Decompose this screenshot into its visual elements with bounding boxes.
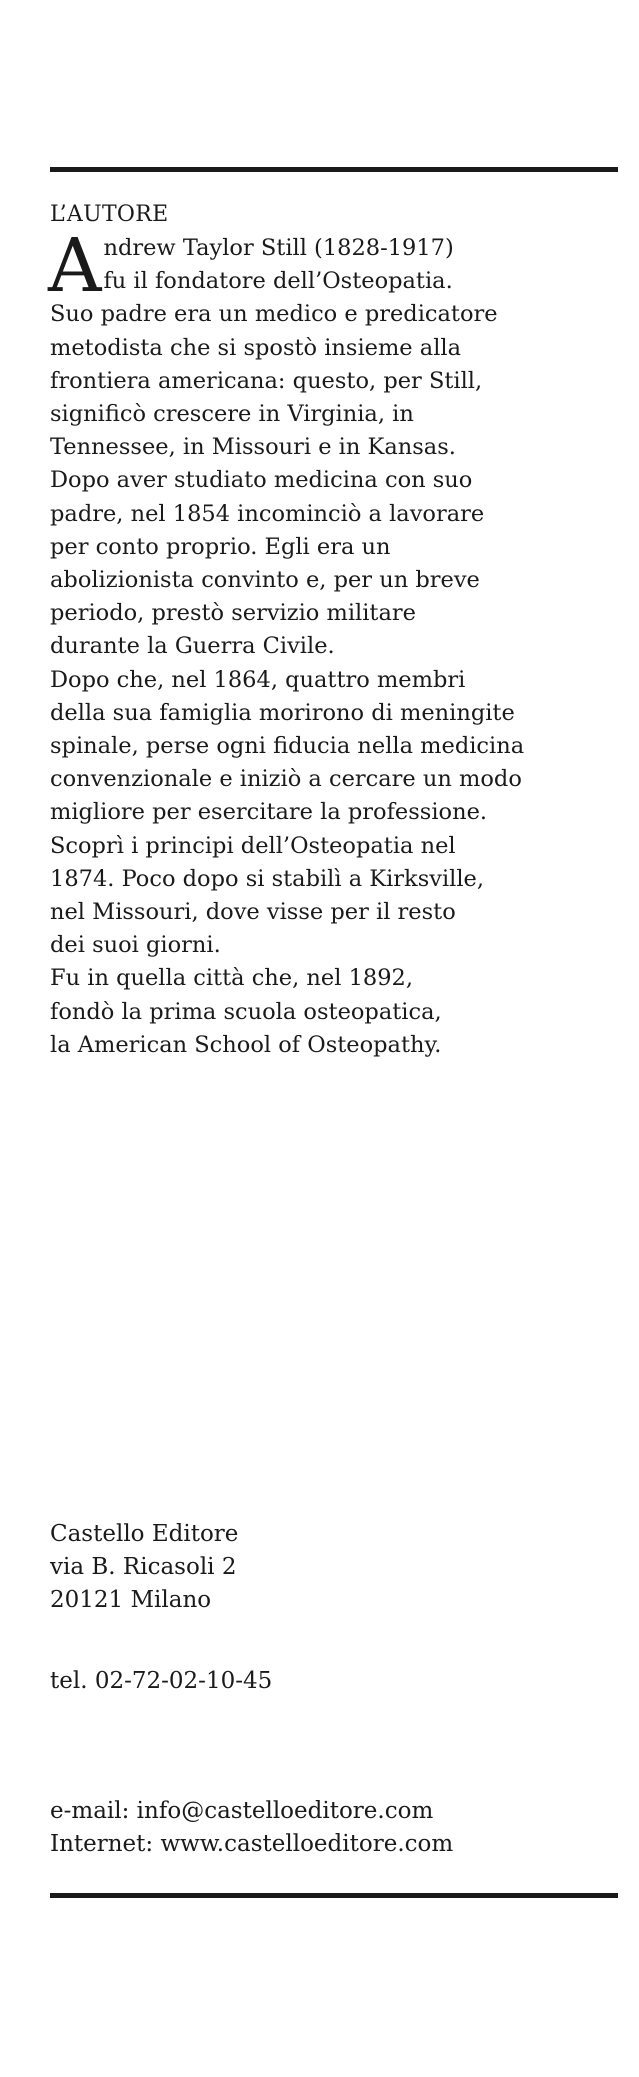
bio-line: la American School of Osteopathy. — [50, 1031, 442, 1058]
bio-line: per conto proprio. Egli era un — [50, 533, 391, 560]
bio-line: Suo padre era un medico e predicatore — [50, 301, 498, 328]
bio-line: Fu in quella città che, nel 1892, — [50, 965, 413, 992]
publisher-website: Internet: www.castelloeditore.com — [50, 1831, 454, 1857]
bio-paragraph — [50, 298, 630, 1062]
publisher-email: e-mail: info@castelloeditore.com — [50, 1798, 434, 1824]
bio-line: 1874. Poco dopo si stabilì a Kirksville, — [50, 865, 485, 892]
section-title: L’AUTORE — [50, 202, 169, 227]
bio-line: fu il fondatore dell’Osteopatia. — [103, 268, 453, 295]
bio-line: padre, nel 1854 incominciò a lavorare — [50, 500, 485, 527]
publisher-address — [50, 1518, 238, 1617]
author-bio — [48, 223, 630, 1062]
bio-line: nel Missouri, dove visse per il resto — [50, 899, 456, 926]
top-rule — [50, 167, 618, 172]
bio-line: dei suoi giorni. — [50, 932, 221, 959]
bio-line: Dopo aver studiato medicina con suo — [50, 467, 473, 494]
bio-line: migliore per esercitare la professione. — [50, 799, 488, 826]
bio-line: Dopo che, nel 1864, quattro membri — [50, 666, 466, 693]
publisher-name: Castello Editore — [50, 1521, 239, 1547]
publisher-street: via B. Ricasoli 2 — [50, 1554, 237, 1580]
bio-line: fondò la prima scuola osteopatica, — [50, 998, 442, 1025]
bio-line: periodo, prestò servizio militare — [50, 600, 416, 627]
drop-cap: A — [48, 223, 102, 309]
publisher-city: 20121 Milano — [50, 1587, 212, 1613]
bio-line: ndrew Taylor Still (1828-1917) — [103, 235, 454, 261]
bio-line: convenzionale e iniziò a cercare un modo — [50, 766, 522, 793]
bio-line: abolizionista convinto e, per un breve — [50, 567, 480, 594]
bio-line: della sua famiglia morirono di meningite — [50, 699, 515, 726]
bio-line: durante la Guerra Civile. — [50, 633, 335, 660]
publisher-phone: tel. 02-72-02-10-45 — [50, 1668, 273, 1694]
bottom-rule — [50, 1893, 618, 1898]
bio-line: metodista che si spostò insieme alla — [50, 334, 461, 361]
bio-line: frontiera americana: questo, per Still, — [50, 367, 483, 394]
bio-line: significò crescere in Virginia, in — [50, 401, 414, 428]
bio-line: Scoprì i principi dell’Osteopatia nel — [50, 832, 456, 859]
bio-line: spinale, perse ogni fiducia nella medicina — [50, 733, 525, 760]
publisher-contacts — [50, 1795, 453, 1861]
bio-line: Tennessee, in Missouri e in Kansas. — [50, 434, 456, 461]
